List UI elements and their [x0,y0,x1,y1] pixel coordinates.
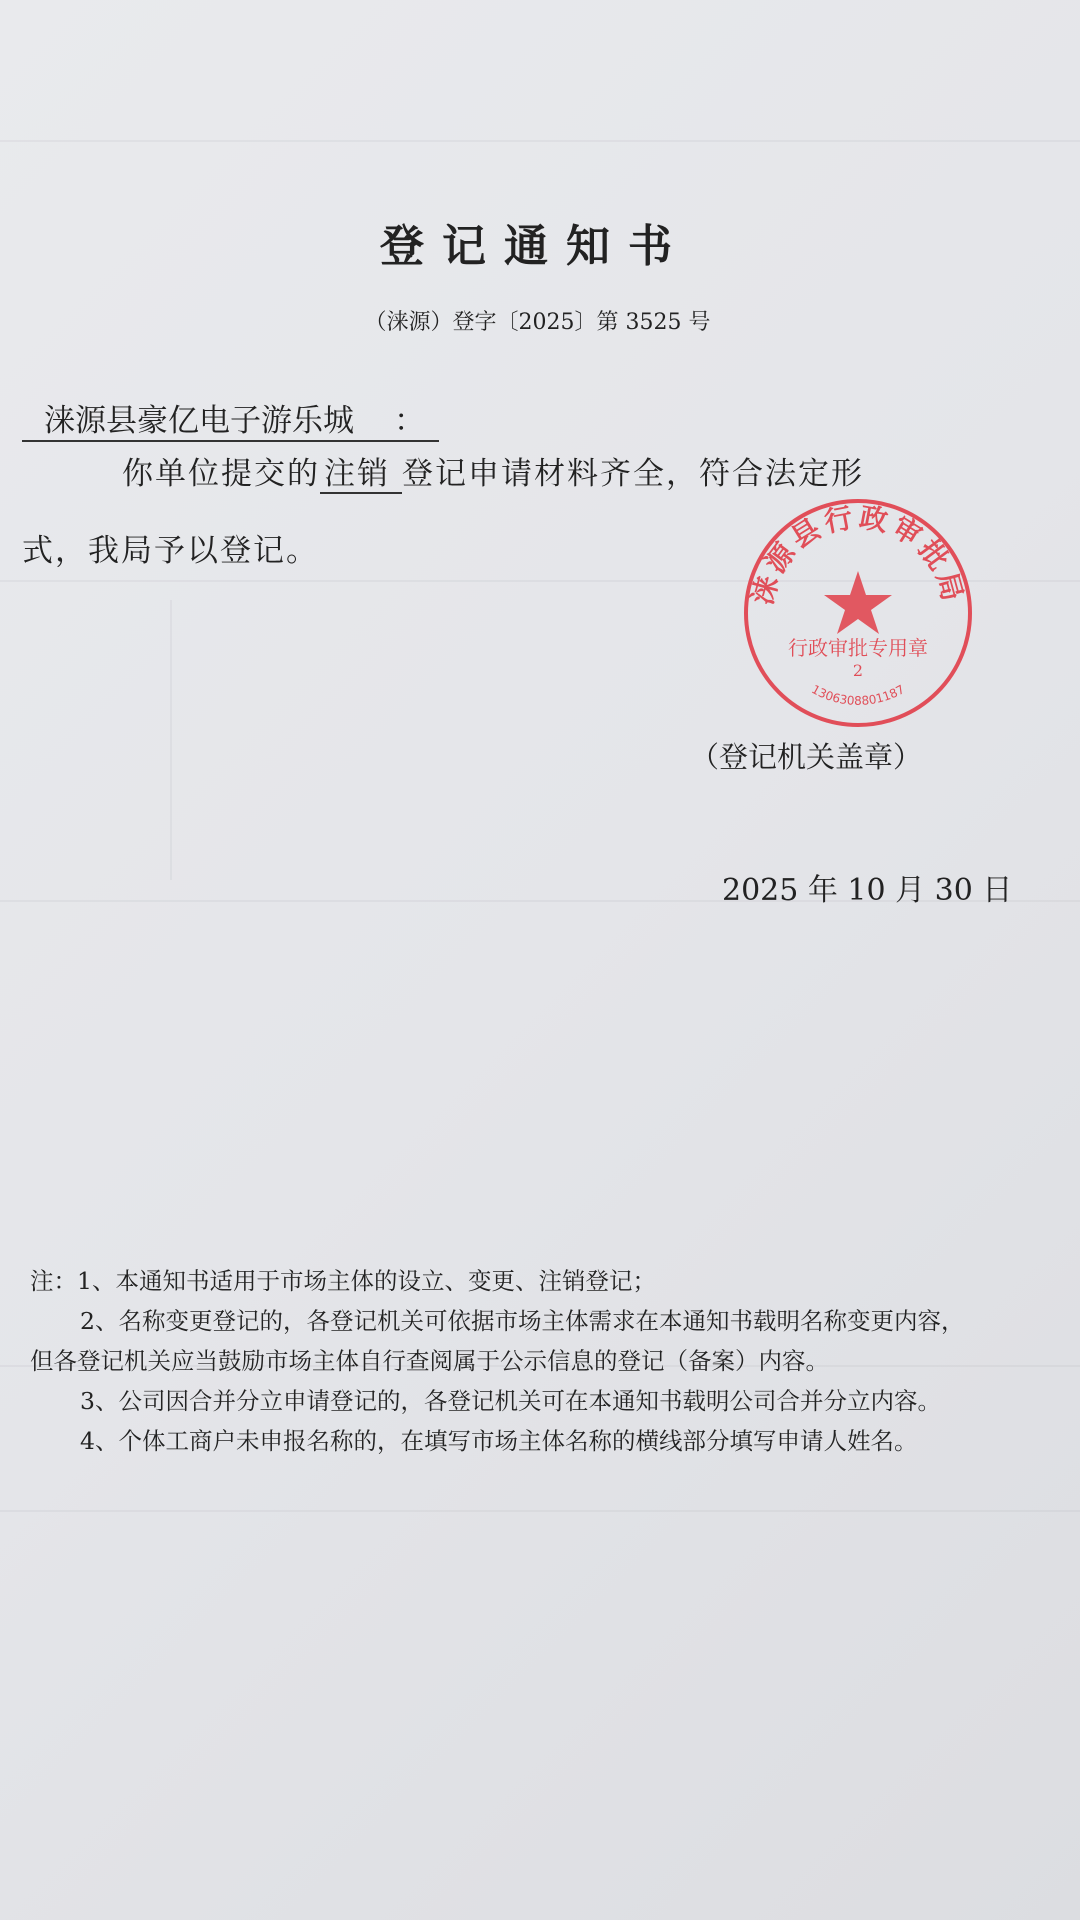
note-1: 注：1、本通知书适用于市场主体的设立、变更、注销登记； [30,1267,656,1295]
issue-date: 2025 年 10 月 30 日 [722,873,1013,908]
note-3: 3、公司因合并分立申请登记的，各登记机关可在本通知书载明公司合并分立内容。 [80,1387,941,1415]
addressee-colon: ： [394,403,425,439]
registration-type: 注销 [320,456,402,494]
seal-number: 2 [852,661,864,680]
addressee-name: 涞源县豪亿电子游乐城 [44,403,354,439]
show-through-line [170,600,172,880]
document-title: 登记通知书 [380,221,690,272]
reference-number: （涞源）登字〔2025〕第 3525 号 [364,310,711,335]
addressee [22,395,439,442]
seal-inner-text: 行政审批专用章 [788,636,928,660]
body-line-2: 式，我局予以登记。 [22,533,319,569]
note-2-continued: 但各登记机关应当鼓励市场主体自行查阅属于公示信息的登记（备案）内容。 [30,1347,829,1375]
body-line-1 [122,448,864,493]
star-icon [824,571,892,634]
show-through-line [0,140,1080,142]
seal-org-name: 涞源县行政审批局 [745,500,971,609]
note-4: 4、个体工商户未申报名称的，在填写市场主体名称的横线部分填写申请人姓名。 [80,1427,918,1455]
show-through-line [0,1510,1080,1512]
note-2: 2、名称变更登记的，各登记机关可依据市场主体需求在本通知书载明名称变更内容， [80,1307,965,1335]
body-prefix: 你单位提交的 [122,456,320,492]
seal-code: 1306308801187 [809,682,907,708]
body-suffix: 登记申请材料齐全，符合法定形 [402,456,864,492]
seal-note: （登记机关盖章） [690,740,923,774]
official-seal [740,495,976,731]
